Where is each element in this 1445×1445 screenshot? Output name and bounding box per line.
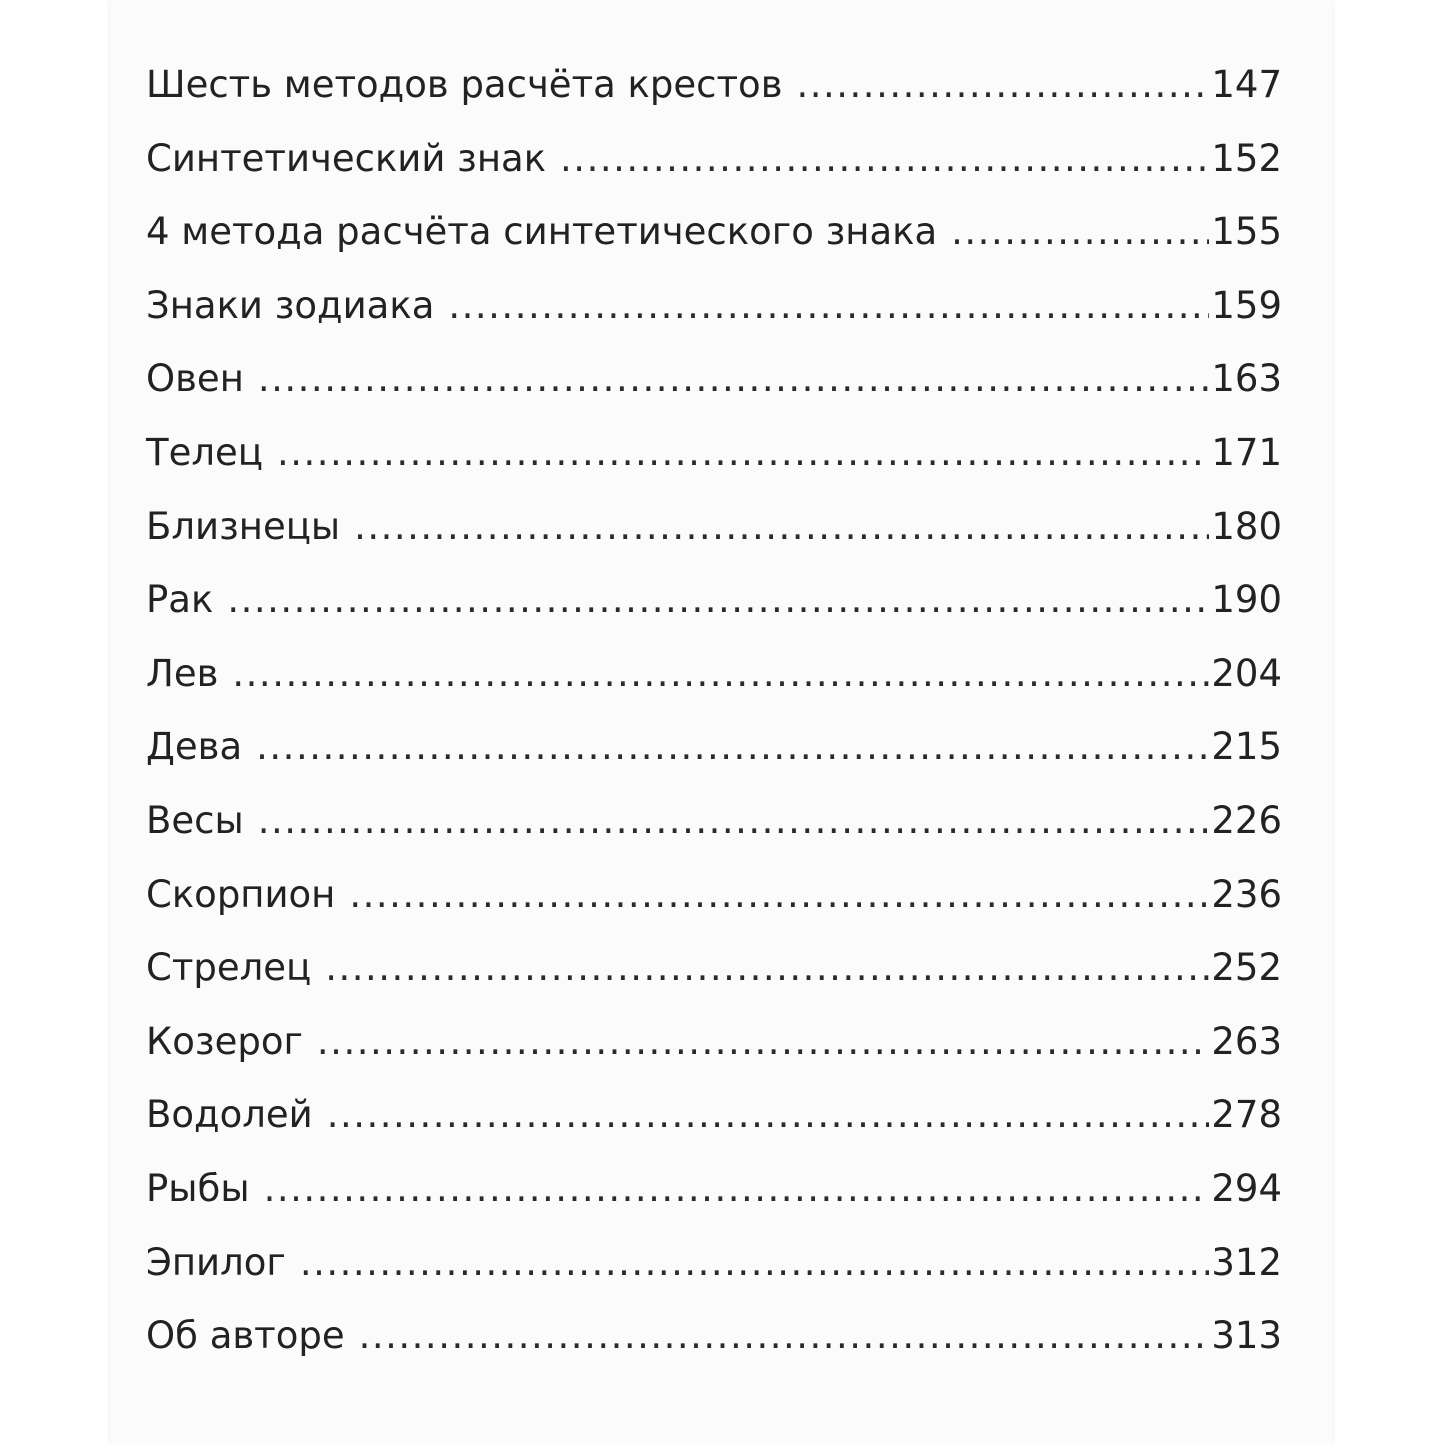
toc-entry-title: Знаки зодиака: [146, 283, 435, 327]
dot-leader: [359, 1299, 1210, 1373]
toc-entry-page: 171: [1211, 430, 1282, 474]
toc-entry-page: 313: [1211, 1314, 1282, 1358]
toc-entry-page: 236: [1211, 872, 1282, 916]
toc-entry-page: 155: [1211, 210, 1282, 254]
toc-entry: [146, 490, 1282, 564]
toc-entry-title: Козерог: [146, 1019, 303, 1063]
toc-entry-title: Весы: [146, 798, 244, 842]
toc-entry-page: 226: [1211, 798, 1282, 842]
dot-leader: [256, 710, 1209, 784]
toc-entry-title: Об авторе: [146, 1314, 345, 1358]
dot-leader: [327, 1078, 1210, 1152]
toc-entry: [146, 1226, 1282, 1300]
toc-entry-page: 180: [1211, 504, 1282, 548]
toc-entry: [146, 637, 1282, 711]
toc-entry: [146, 1078, 1282, 1152]
toc-entry-page: 159: [1211, 283, 1282, 327]
toc-entry: [146, 784, 1282, 858]
dot-leader: [951, 195, 1209, 269]
toc-entry-title: Телец: [146, 430, 263, 474]
dot-leader: [797, 48, 1210, 122]
book-page: [110, 0, 1332, 1445]
toc-entry-title: 4 метода расчёта синтетического знака: [146, 210, 938, 254]
dot-leader: [258, 342, 1209, 416]
toc-entry-title: Близнецы: [146, 504, 341, 548]
toc-entry-page: 190: [1211, 578, 1282, 622]
toc-entry-title: Рак: [146, 578, 214, 622]
toc-entry-page: 252: [1211, 946, 1282, 990]
toc-entry: [146, 269, 1282, 343]
dot-leader: [325, 931, 1209, 1005]
toc-entry-page: 294: [1211, 1166, 1282, 1210]
dot-leader: [264, 1152, 1210, 1226]
toc-entry: [146, 342, 1282, 416]
dot-leader: [300, 1226, 1210, 1300]
toc-entry-page: 312: [1211, 1240, 1282, 1284]
toc-entry: [146, 931, 1282, 1005]
toc-entry: [146, 122, 1282, 196]
toc-entry-page: 147: [1211, 63, 1282, 106]
toc-entry: [146, 858, 1282, 932]
toc-entry: [146, 195, 1282, 269]
toc-entry-page: 263: [1211, 1019, 1282, 1063]
toc-entry-page: 152: [1211, 136, 1282, 180]
toc-entry-title: Дева: [146, 725, 243, 769]
toc-entry: [146, 48, 1282, 122]
toc-entry-page: 278: [1211, 1093, 1282, 1137]
dot-leader: [227, 563, 1209, 637]
toc-entry-title: Шесть методов расчёта крестов: [146, 63, 783, 106]
toc-entry: [146, 1299, 1282, 1373]
toc-entry-title: Эпилог: [146, 1240, 286, 1284]
toc-entry-page: 204: [1211, 651, 1282, 695]
toc-entry-title: Овен: [146, 357, 244, 401]
toc-entry-page: 215: [1211, 725, 1282, 769]
toc-entry-page: 163: [1211, 357, 1282, 401]
toc-entry: [146, 1005, 1282, 1079]
toc-entry: [146, 563, 1282, 637]
toc-entry-title: Водолей: [146, 1093, 313, 1137]
toc-entry: [146, 1152, 1282, 1226]
dot-leader: [277, 416, 1209, 490]
dot-leader: [349, 858, 1209, 932]
toc-entry-title: Лев: [146, 651, 219, 695]
toc-entry: [146, 710, 1282, 784]
dot-leader: [258, 784, 1210, 858]
toc-entry-title: Синтетический знак: [146, 136, 547, 180]
dot-leader: [448, 269, 1209, 343]
dot-leader: [232, 637, 1209, 711]
toc-entry-title: Стрелец: [146, 946, 312, 990]
toc-entry: [146, 416, 1282, 490]
toc-entry-title: Рыбы: [146, 1166, 250, 1210]
table-of-contents: [146, 48, 1282, 1373]
dot-leader: [317, 1005, 1209, 1079]
toc-entry-title: Скорпион: [146, 872, 336, 916]
dot-leader: [354, 490, 1209, 564]
dot-leader: [560, 122, 1209, 196]
